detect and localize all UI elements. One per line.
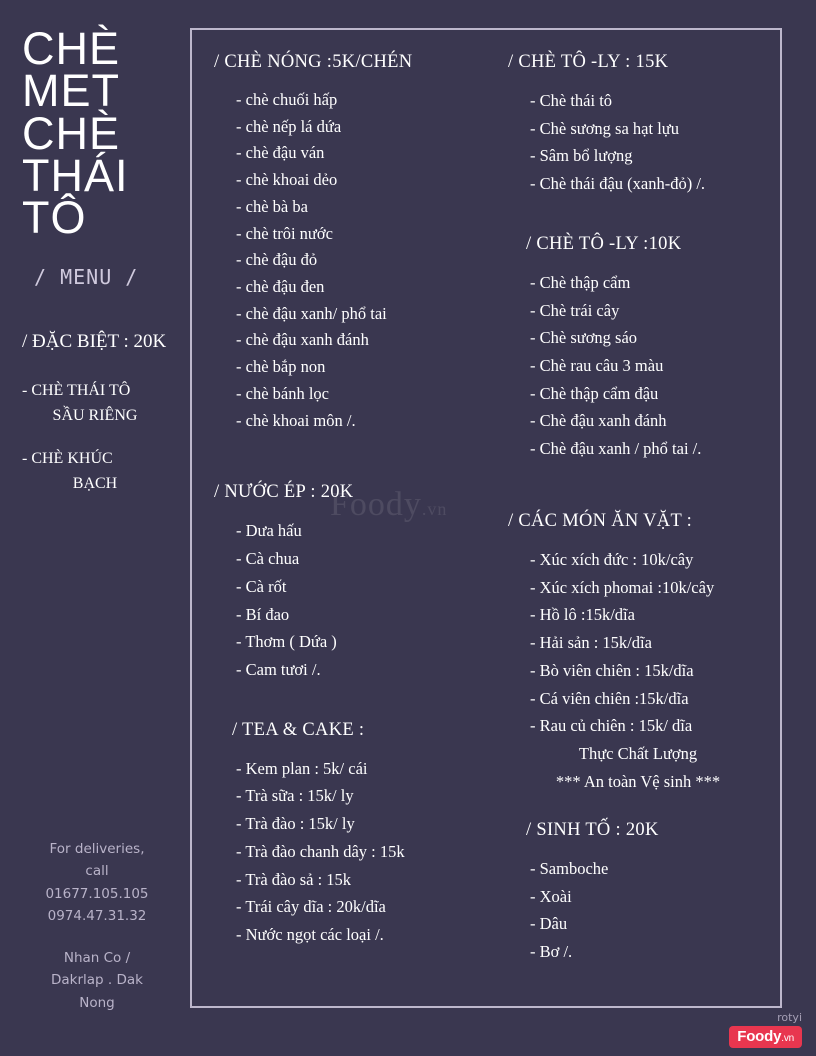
list-item: - chè đậu xanh đánh <box>236 330 369 350</box>
section-items <box>214 517 482 683</box>
list-item: - Dâu <box>530 914 568 934</box>
special-items-list <box>22 379 182 496</box>
list-item: - chè đậu đỏ <box>236 250 318 270</box>
section-tea-cake <box>214 720 482 949</box>
list-item: - Cá viên chiên :15k/dĩa <box>530 688 689 708</box>
section-items <box>508 87 758 198</box>
list-item: - chè đậu đen <box>236 277 325 297</box>
spacer <box>214 690 482 720</box>
list-item: - Chè đậu xanh đánh <box>530 411 667 431</box>
menu-column-right <box>490 52 766 996</box>
list-item: - chè khoai dẻo <box>236 170 338 190</box>
list-item: - Trà đào : 15k/ ly <box>236 814 355 834</box>
list-item: - chè đậu xanh/ phổ tai <box>236 303 387 323</box>
address-line-2: Dakrlap . Dak <box>51 972 143 989</box>
section-heading: / CHÈ TÔ -LY :10K <box>526 233 682 254</box>
section-items <box>508 269 758 463</box>
section-che-to-ly-15k <box>508 52 758 198</box>
foody-logo-suffix: .vn <box>781 1033 794 1044</box>
quality-note-line-2: *** An toàn Vệ sinh *** <box>555 771 721 791</box>
section-nuoc-ep <box>214 482 482 683</box>
list-item: - Trà đào chanh dây : 15k <box>236 841 405 861</box>
section-heading: / CÁC MÓN ĂN VẶT : <box>508 510 693 531</box>
list-item <box>22 379 182 429</box>
list-item: - Cà rốt <box>236 576 287 596</box>
list-item: - chè khoai môn /. <box>236 410 356 430</box>
list-item: - Chè thập cẩm đậu <box>530 383 659 403</box>
list-item: - Rau củ chiên : 15k/ dĩa <box>530 716 693 736</box>
spacer <box>508 802 758 820</box>
list-item: - Thơm ( Dứa ) <box>236 632 337 652</box>
list-item: - chè nếp lá dứa <box>236 116 342 136</box>
list-item <box>22 447 182 497</box>
list-item: - Chè sương sa hạt lựu <box>530 118 679 138</box>
list-item: - Hải sản : 15k/dĩa <box>530 633 652 653</box>
list-item: - Chè trái cây <box>530 300 620 320</box>
center-watermark-text: Foody <box>330 486 422 523</box>
section-heading: / CHÈ TÔ -LY : 15K <box>508 52 669 72</box>
menu-frame <box>190 28 782 1008</box>
section-che-to-ly-10k <box>508 234 758 463</box>
foody-logo-text: Foody <box>737 1028 782 1045</box>
list-item: - Trà đào sả : 15k <box>236 869 352 889</box>
list-item: - Chè thập cẩm <box>530 272 631 292</box>
list-item: - Nước ngọt các loại /. <box>236 924 384 944</box>
special-item-2-line1: - CHÈ KHÚC <box>22 450 113 468</box>
list-item: - Chè sương sáo <box>530 328 638 348</box>
list-item: - chè bánh lọc <box>236 383 329 403</box>
list-item: - Xúc xích phomai :10k/cây <box>530 577 715 597</box>
special-section-heading: / ĐẶC BIỆT : 20K <box>22 331 167 353</box>
brand-title-line-4: THÁI <box>22 149 129 201</box>
list-item: - Chè thái tô <box>530 91 613 110</box>
list-item: - Cam tươi /. <box>236 659 321 679</box>
spacer <box>508 204 758 234</box>
section-sinh-to <box>508 820 758 966</box>
address-block <box>22 947 172 1014</box>
list-item: - Trà sữa : 15k/ ly <box>236 786 354 806</box>
brand-column <box>0 0 190 1056</box>
section-heading: / CHÈ NÓNG :5K/CHÉN <box>214 52 413 72</box>
list-item: - chè bà ba <box>236 196 308 216</box>
list-item: - Xúc xích đức : 10k/cây <box>530 549 694 569</box>
quality-note-line-1: Thực Chất Lượng <box>578 743 698 763</box>
brand-title-line-1: CHÈ <box>22 23 121 74</box>
section-heading: / SINH TỐ : 20K <box>526 820 659 841</box>
list-item: - Chè đậu xanh / phổ tai /. <box>530 439 702 459</box>
address-line-3: Nong <box>79 994 115 1011</box>
brand-title <box>22 23 182 244</box>
list-item: - chè trôi nước <box>236 223 333 243</box>
list-item: - Trái cây dĩa : 20k/dĩa <box>236 897 386 917</box>
phone-number-2[interactable]: 0974.47.31.32 <box>47 907 147 924</box>
brand-title-line-5: TÔ <box>22 192 87 244</box>
special-item-1-line1: - CHÈ THÁI TÔ <box>22 382 131 400</box>
menu-column-left <box>214 52 490 996</box>
quality-note <box>508 740 758 796</box>
list-item: - Chè rau câu 3 màu <box>530 356 664 376</box>
section-an-vat <box>508 511 758 796</box>
section-heading: / NƯỚC ÉP : 20K <box>214 482 354 503</box>
phone-number-1[interactable]: 01677.105.105 <box>45 885 149 902</box>
section-items <box>214 755 482 949</box>
spacer <box>508 469 758 511</box>
list-item: - Bí đao <box>236 604 290 624</box>
menu-label: / MENU / <box>34 265 139 290</box>
section-items <box>508 855 758 966</box>
list-item: - Dưa hấu <box>236 521 302 541</box>
list-item: - Chè thái đậu (xanh-đỏ) /. <box>530 174 706 194</box>
list-item: - chè đậu ván <box>236 143 325 163</box>
delivery-text-line2: call <box>85 863 109 880</box>
list-item: - Bơ /. <box>530 942 573 962</box>
contact-footer <box>22 838 172 1014</box>
menu-columns <box>192 30 780 1006</box>
address-line-1: Nhan Co / <box>63 950 131 967</box>
special-item-1-line2: SẦU RIÊNG <box>52 407 138 425</box>
brand-title-line-3: CHÈ <box>22 107 121 159</box>
corner-watermark <box>729 1011 802 1048</box>
special-item-2-line2: BẠCH <box>72 474 118 492</box>
section-che-nong <box>214 52 482 434</box>
list-item: - chè chuối hấp <box>236 90 338 109</box>
list-item: - Xoài <box>530 886 572 906</box>
spacer <box>214 440 482 482</box>
delivery-text-line1: For deliveries, <box>49 841 145 858</box>
brand-title-line-2: MET <box>22 65 120 117</box>
section-items <box>214 87 482 434</box>
list-item: - Cà chua <box>236 549 300 569</box>
delivery-block <box>22 838 172 927</box>
section-heading: / TEA & CAKE : <box>232 719 365 740</box>
list-item: - Hồ lô :15k/dĩa <box>530 605 635 625</box>
foody-logo-badge <box>729 1026 802 1048</box>
section-items <box>508 546 758 740</box>
corner-watermark-label: rotyi <box>777 1011 802 1024</box>
center-watermark-suffix: .vn <box>421 499 448 519</box>
list-item: - Samboche <box>530 859 609 879</box>
list-item: - Sâm bổ lượng <box>530 146 633 166</box>
list-item: - chè bắp non <box>236 357 326 377</box>
list-item: - Kem plan : 5k/ cái <box>236 758 368 778</box>
list-item: - Bò viên chiên : 15k/dĩa <box>530 660 694 680</box>
